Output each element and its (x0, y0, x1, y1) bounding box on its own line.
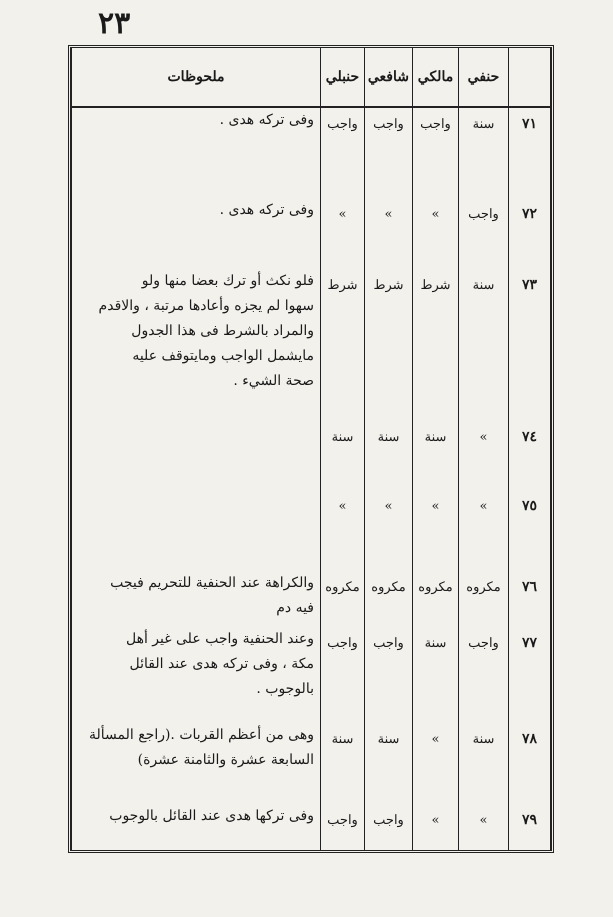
cell-maliki: » (413, 804, 459, 850)
cell-maliki: » (413, 723, 459, 804)
row-number: ٧٥ (509, 490, 551, 571)
header-hanafi: حنفي (459, 48, 509, 107)
note-line: بالوجوب . (256, 681, 314, 698)
cell-maliki: واجب (413, 107, 459, 198)
cell-maliki: سنة (413, 627, 459, 723)
cell-hanafi: سنة (459, 107, 509, 198)
rulings-table (71, 48, 551, 850)
header-row (72, 48, 551, 107)
table-row (72, 198, 551, 269)
row-number: ٧٦ (509, 571, 551, 628)
cell-hanbali: » (321, 198, 365, 269)
cell-hanafi: واجب (459, 198, 509, 269)
cell-notes (72, 421, 321, 490)
cell-notes (72, 723, 321, 804)
note-line: سهوا لم يجزه وأعادها مرتبة ، والاقدم (98, 297, 314, 314)
cell-shafii: سنة (365, 421, 413, 490)
table-row (72, 269, 551, 421)
table-row (72, 627, 551, 723)
header-maliki: مالكي (413, 48, 459, 107)
cell-hanafi: مكروه (459, 571, 509, 628)
header-index (509, 48, 551, 107)
note-line: والمراد بالشرط فى هذا الجدول (131, 322, 314, 339)
note-line: والكراهة عند الحنفية للتحريم فيجب (110, 574, 314, 591)
table-row (72, 421, 551, 490)
cell-shafii: واجب (365, 804, 413, 850)
cell-shafii: واجب (365, 107, 413, 198)
cell-maliki: شرط (413, 269, 459, 421)
row-number: ٧١ (509, 107, 551, 198)
row-number: ٧٢ (509, 198, 551, 269)
cell-hanafi: » (459, 804, 509, 850)
table-row (72, 804, 551, 850)
note-line: مكة ، وفى تركه هدى عند القائل (129, 656, 314, 673)
cell-hanbali: سنة (321, 421, 365, 490)
cell-hanbali: واجب (321, 627, 365, 723)
cell-hanbali: مكروه (321, 571, 365, 628)
cell-hanbali: واجب (321, 107, 365, 198)
page-number: ٢٣ (98, 6, 131, 41)
row-number: ٧٩ (509, 804, 551, 850)
cell-shafii: واجب (365, 627, 413, 723)
row-number: ٧٧ (509, 627, 551, 723)
cell-notes (72, 269, 321, 421)
cell-notes (72, 804, 321, 850)
cell-shafii: » (365, 198, 413, 269)
cell-shafii: شرط (365, 269, 413, 421)
row-number: ٧٣ (509, 269, 551, 421)
cell-hanafi: » (459, 490, 509, 571)
cell-notes (72, 571, 321, 628)
cell-hanafi: سنة (459, 269, 509, 421)
cell-notes (72, 198, 321, 269)
note-line: فلو نكث أو ترك بعضا منها ولو (141, 272, 314, 289)
cell-hanafi: » (459, 421, 509, 490)
note-line: فيه دم (276, 599, 314, 616)
row-number: ٧٨ (509, 723, 551, 804)
note-line: وفى تركه هدى . (219, 112, 314, 128)
header-notes: ملحوظات (72, 48, 321, 107)
cell-notes (72, 107, 321, 198)
header-shafii: شافعي (365, 48, 413, 107)
table-row (72, 107, 551, 198)
cell-shafii: سنة (365, 723, 413, 804)
cell-shafii: » (365, 490, 413, 571)
table-row (72, 571, 551, 628)
note-line: وفى تركها هدى عند القائل بالوجوب (109, 808, 314, 825)
cell-hanafi: سنة (459, 723, 509, 804)
table-row (72, 723, 551, 804)
cell-hanbali: » (321, 490, 365, 571)
note-line: مايشمل الواجب ومايتوقف عليه (132, 347, 314, 364)
cell-hanbali: شرط (321, 269, 365, 421)
header-hanbali: حنبلي (321, 48, 365, 107)
cell-hanafi: واجب (459, 627, 509, 723)
cell-maliki: » (413, 198, 459, 269)
cell-notes (72, 490, 321, 571)
table-row (72, 490, 551, 571)
note-line: صحة الشيء . (233, 372, 314, 389)
row-number: ٧٤ (509, 421, 551, 490)
cell-hanbali: واجب (321, 804, 365, 850)
cell-hanbali: سنة (321, 723, 365, 804)
note-line: وعند الحنفية واجب على غير أهل (125, 631, 314, 648)
note-line: وفى تركه هدى . (219, 202, 314, 219)
cell-notes (72, 627, 321, 723)
cell-maliki: مكروه (413, 571, 459, 628)
note-line: وهى من أعظم القربات .(راجع المسألة (88, 727, 314, 744)
cell-maliki: » (413, 490, 459, 571)
cell-maliki: سنة (413, 421, 459, 490)
rulings-table-frame (68, 45, 554, 853)
note-line: السابعة عشرة والثامنة عشرة) (137, 752, 314, 769)
cell-shafii: مكروه (365, 571, 413, 628)
